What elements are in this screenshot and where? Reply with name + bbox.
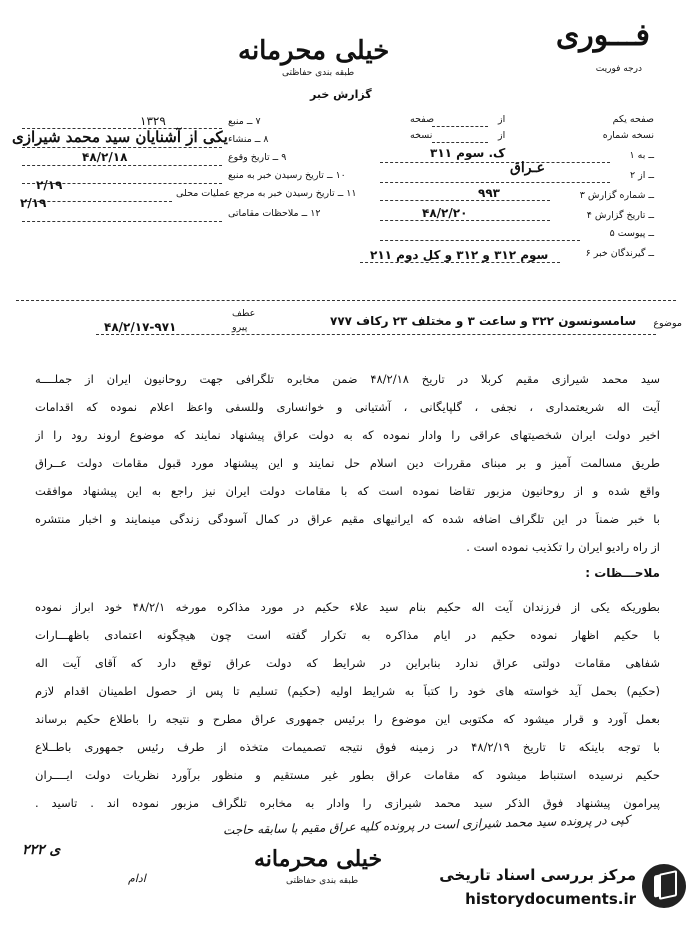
remarks-line: حکیم نرسیده استنباط میشود که مقامات عراق بطور غیر مستقیم و منظور برآورد نظریات دولت ایــــران [35,768,660,782]
field-local-date-label: ۱۱ ــ تاریخ رسیدن خبر به مرجع عملیات محلی [176,188,357,199]
field-page-mid: از [498,114,506,125]
field-report-date-value: ۴۸/۲/۲۰ [422,206,468,220]
field-copy-label: نسخه شماره [602,130,654,141]
watermark [420,860,690,918]
field-report-number-value: ۹۹۳ [478,186,500,200]
field-origin-label: ۸ ــ منشاء [228,134,269,145]
field-recipients-value: سوم ۳۱۲ و ۳۱۲ و کل دوم ۲۱۱ [370,248,549,262]
remarks-label: ملاحـــظات : [585,566,660,580]
field-attachment-label: ۵ ــ پیوست [609,228,654,239]
body-line: سید محمد شیرازی مقیم کربلا در تاریخ ۴۸/۲/۱۸ ضمن مخابره تلگرافی جهت روحانیون ایران از جملــــه [35,372,660,386]
field-source-value: ۱۳۲۹ [140,114,166,128]
field-from-label: ۲ ــ از [630,170,654,181]
remarks-line: بعمل آورد و قرار میشود که مکتوبی این موضوع را برئیس جمهوری عراق مطرح و نتیجه را باطلاع حکیم برساند [35,712,660,726]
body-line: آیت اله شریعتمداری ، نجفی ، گلپایگانی ، آشتیانی و خوانساری وللسفی واعظ اعلام نموده که اقدامات [35,400,660,414]
remarks-line: با توجه باینکه تا تاریخ ۴۸/۲/۱۹ در زمینه فوق نتیجه تصمیمات متخذه از طرف رئیس جمهوری باطــلاع [35,740,660,754]
body-line: با خبر ضمناً در این تلگراف اضافه شده که ایرانیهای مقیم عراق در کمال آسودگی زندگی مینمایند و اخبار منتشره [35,512,660,526]
body-line: از راه رادیو ایران را تکذیب نموده است . [466,540,660,554]
peyro-label: پیرو [232,322,248,333]
header-separator [16,300,676,301]
field-remarks-label: ۱۲ ــ ملاحظات مقاماتی [228,208,321,219]
remarks-line: بطوریکه یکی از فرزندان آیت اله حکیم بنام سید علاء حکیم در مورد مذاکره مورخه ۴۸/۲/۱ خود ابراز نموده [35,600,660,614]
urgency-label: درجه فوریت [595,64,642,74]
field-report-date-label: ۴ ــ تاریخ گزارش [586,210,654,221]
field-source-label: ۷ ــ منبع [228,116,261,127]
body-line: واقع شده و از روحانیون مزبور تقاضا نموده است که با مقامات دولت ایران نیز راجع به این پیشنهاد موافقت [35,484,660,498]
field-page-label: صفحه یکم [612,114,654,125]
report-type: گزارش خبر [310,88,372,101]
field-to-value: ک. سوم ۳۱۱ [430,146,506,160]
field-copy-end: نسخه [410,130,433,141]
footer-classification: خیلی محرمانه [254,846,383,872]
field-event-date-label: ۹ ــ تاریخ وقوع [228,152,287,163]
footer-classification-sub: طبقه بندی حفاظتی [286,876,359,886]
remarks-line: (حکیم) بحمل آید خواسته های خود را کتباً به شرایط اولیه (حکیم) تسلیم تا پس از حصول اطمینان اقدام لازم [35,684,660,698]
field-event-date-value: ۴۸/۲/۱۸ [82,150,128,164]
classification-sub: طبقه بندی حفاظتی [282,68,355,78]
field-source-date-label: ۱۰ ــ تاریخ رسیدن خبر به منبع [228,170,346,181]
atf-label: عطف [232,308,256,319]
body-line: طریق مسالمت آمیز و بر مبنای مقررات دین اسلام حل نمایند و این پیشنهاد مورد قبول مقامات دولت عــراق [35,456,660,470]
classification-stamp: خیلی محرمانه [238,36,390,66]
field-local-date-value: ۲/۱۹ [36,178,63,192]
archive-logo-icon [642,864,686,908]
watermark-url: historydocuments.ir [465,890,636,908]
field-remarks-value: ۲/۱۹ [20,196,47,210]
field-page-end: صفحه [410,114,435,125]
field-recipients-label: ۶ ــ گیرندگان خبر [585,248,654,259]
footer-left-mark: ادام [128,872,146,885]
urgency-word: فـــوری [555,18,650,53]
subject-label: موضوع [653,318,682,329]
remarks-line: پیرامون پیشنهاد فوق الذکر سید محمد شیرازی را وادار به مخابره تلگراف مزبور نموده اند . تاسید . [35,796,660,810]
field-to-label: ۱ ــ به [629,150,654,161]
handwritten-note: کپی در پرونده سید محمد شیرازی است در پرونده کلیه عراق مقیم با سابقه حاجت [223,812,631,838]
handwritten-initial: ی ۲۲۲ [22,842,61,858]
subject-value: سامسونسون ۳۲۲ و ساعت ۳ و مختلف ۲۳ رکاف ۷۷۷ [330,314,637,328]
field-copy-mid: از [498,130,506,141]
reference-number: ۴۸/۲/۱۷-۹۷۱ [104,320,177,334]
remarks-line: شفاهی مقامات دولتی عراق ندارد بنابراین در شرایط که دولت عراق توقع دارد که آقای آیت اله [35,656,660,670]
body-line: اخیر دولت ایران شخصیتهای عراقی را وادار نموده که به دولت عراق پیشنهاد نمایند که موضوع اروند رود را از [35,428,660,442]
field-report-number-label: ۳ ــ شماره گزارش [579,190,654,201]
field-origin-value: یکی از آشنایان سید محمد شیرازی [12,128,228,146]
field-from-value: عـراق [510,160,545,176]
remarks-line: با حکیم اظهار نموده حکیم در ایام مذاکره به تکرار گفته است چون هیچگونه اعتمادی باظهـــارات [35,628,660,642]
watermark-title: مرکز بررسی اسناد تاریخی [439,866,636,884]
